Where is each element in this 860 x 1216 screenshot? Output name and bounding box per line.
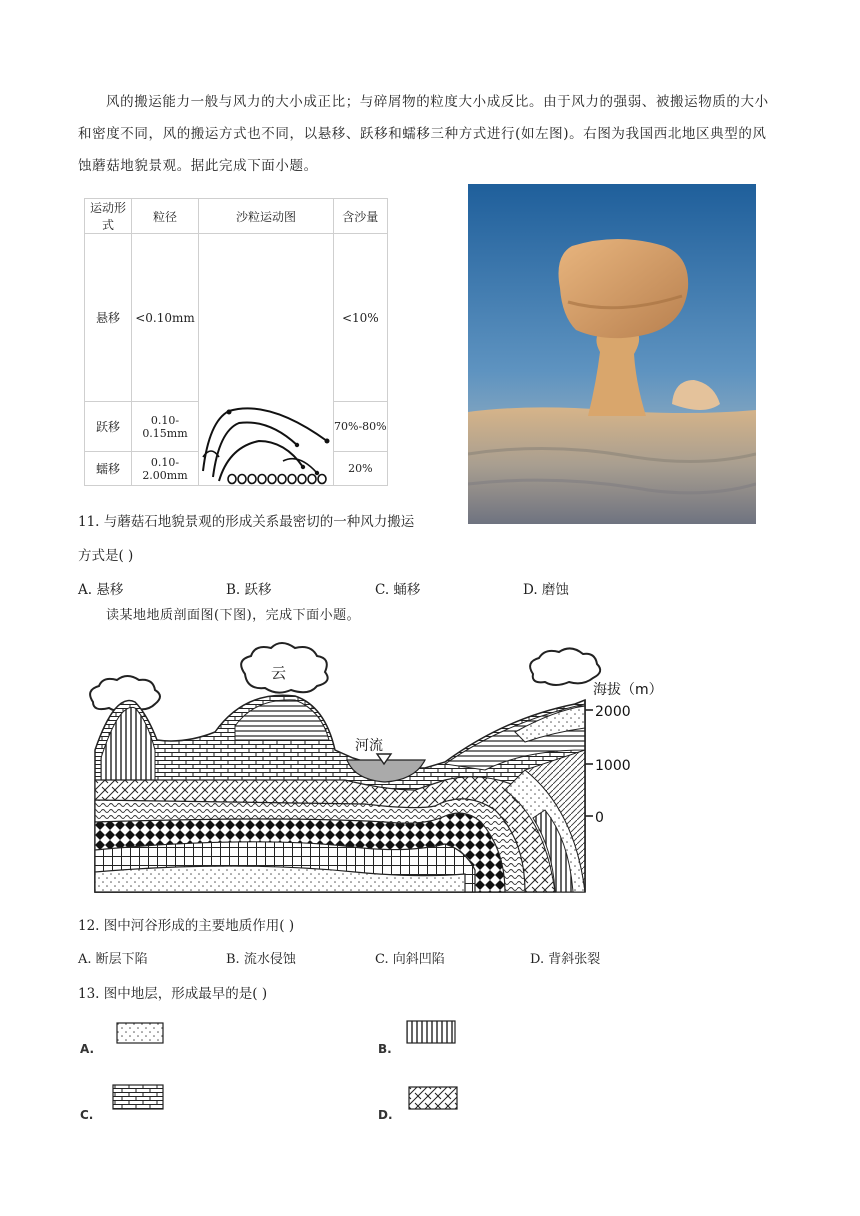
geology-intro: 读某地地质剖面图(下图)，完成下面小题。 [106, 608, 361, 623]
sand-motion-figure [199, 234, 334, 486]
header-content: 含沙量 [334, 199, 388, 234]
altitude-tick: 2000 [595, 704, 631, 720]
question-12: 12. 图中河谷形成的主要地质作用( ) [78, 918, 295, 934]
legend-brick-icon[interactable] [112, 1084, 164, 1110]
option-c[interactable]: C. 向斜凹陷 [375, 952, 445, 967]
question-13: 13. 图中地层，形成最早的是( ) [78, 986, 268, 1002]
header-form: 运动形式 [85, 199, 132, 234]
wind-transport-table [84, 198, 388, 486]
row-form: 悬移 [85, 234, 132, 402]
mushroom-rock-photo [468, 184, 756, 524]
option-a-label[interactable]: A. [80, 1042, 95, 1056]
legend-dots-icon[interactable] [116, 1022, 164, 1044]
option-b[interactable]: B. 流水侵蚀 [226, 952, 296, 967]
question-11-line2: 方式是( ) [78, 548, 134, 564]
option-c[interactable]: C. 蛹移 [375, 582, 421, 598]
header-diagram: 沙粒运动图 [199, 199, 334, 234]
legend-vertical-lines-icon[interactable] [406, 1020, 456, 1044]
cloud-label: 云 [271, 664, 287, 682]
altitude-axis-title: 海拔（m） [593, 682, 663, 698]
altitude-tick: 1000 [595, 758, 631, 774]
header-size: 粒径 [132, 199, 199, 234]
option-d[interactable]: D. 背斜张裂 [530, 952, 601, 967]
altitude-tick: 0 [595, 810, 604, 826]
option-c-label[interactable]: C. [80, 1108, 94, 1122]
cloud-right-icon [530, 648, 600, 685]
geologic-section-diagram [85, 640, 705, 902]
row-size: 0.10-0.15mm [132, 402, 199, 452]
row-form: 跃移 [85, 402, 132, 452]
option-a[interactable]: A. 断层下陷 [78, 952, 148, 967]
row-form: 蠕移 [85, 452, 132, 486]
river-label: 河流 [355, 738, 383, 754]
option-a[interactable]: A. 悬移 [78, 582, 124, 598]
intro-paragraph: 风的搬运能力一般与风力的大小成正比；与碎屑物的粒度大小成反比。由于风力的强弱、被搬运物质的大小和密度不同，风的搬运方式也不同，以悬移、跃移和蠕移三种方式进行(如左图)。右图为我国西北地区典型的风蚀蘑菇地貌景观。据此完成下面小题。 [78, 94, 769, 174]
question-11-line1: 11. 与蘑菇石地貌景观的形成关系最密切的一种风力搬运 [78, 514, 415, 530]
row-content: <10% [334, 234, 388, 402]
row-size: <0.10mm [132, 234, 199, 402]
row-size: 0.10-2.00mm [132, 452, 199, 486]
option-b[interactable]: B. 跃移 [226, 582, 272, 598]
row-content: 70%-80% [334, 402, 388, 452]
option-b-label[interactable]: B. [378, 1042, 392, 1056]
sand-motion-sketch [199, 401, 333, 485]
option-d-label[interactable]: D. [378, 1108, 393, 1122]
row-content: 20% [334, 452, 388, 486]
legend-weave-icon[interactable] [408, 1086, 458, 1110]
option-d[interactable]: D. 磨蚀 [523, 582, 569, 598]
